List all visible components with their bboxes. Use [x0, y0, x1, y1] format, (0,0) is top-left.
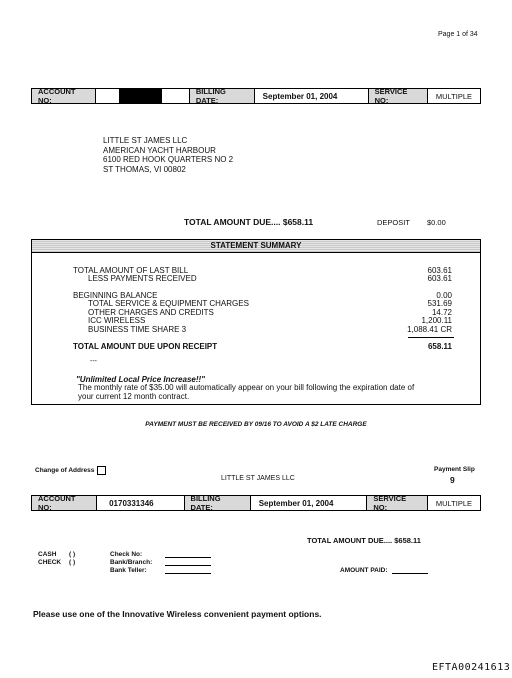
bank-branch-line[interactable]	[165, 559, 211, 566]
document-id: EFTA00241613	[432, 662, 511, 673]
payments-label: LESS PAYMENTS RECEIVED	[88, 274, 197, 283]
mailing-address	[103, 136, 233, 174]
page-number: Page 1 of 34	[438, 31, 478, 38]
bank-teller-label: Bank Teller:	[110, 567, 147, 574]
dashes: ---	[90, 358, 97, 365]
slip-total-due: TOTAL AMOUNT DUE.... $658.11	[307, 536, 421, 545]
slip-account-number: 0170331346	[109, 498, 154, 508]
service-label: SERVICE NO:	[368, 89, 428, 103]
total-upon-receipt-label: TOTAL AMOUNT DUE UPON RECEIPT	[73, 342, 218, 351]
change-of-address	[35, 466, 106, 475]
sum-rule	[408, 337, 454, 338]
billing-date-label: BILLING DATE:	[189, 89, 255, 103]
change-of-address-label: Change of Address	[35, 467, 95, 474]
summary-title: STATEMENT SUMMARY	[32, 240, 480, 253]
payments-value: 603.61	[427, 274, 452, 283]
other-charges-label: OTHER CHARGES AND CREDITS	[88, 308, 214, 317]
amount-paid-label: AMOUNT PAID:	[340, 567, 388, 574]
slip-account-bar	[31, 495, 481, 511]
service-charges-label: TOTAL SERVICE & EQUIPMENT CHARGES	[88, 299, 249, 308]
bank-branch-label: Bank/Branch:	[110, 559, 153, 566]
check-no-label: Check No:	[110, 551, 143, 558]
last-bill-label: TOTAL AMOUNT OF LAST BILL	[73, 266, 189, 275]
address-line: AMERICAN YACHT HARBOUR	[103, 145, 216, 155]
promo-title: "Unlimited Local Price Increase!!"	[76, 375, 205, 384]
deposit-value: $0.00	[427, 218, 446, 227]
statement-summary	[31, 239, 481, 405]
cash-label: CASH	[38, 551, 57, 558]
check-checkbox[interactable]: ( )	[69, 559, 76, 566]
check-label: CHECK	[38, 559, 62, 566]
change-of-address-checkbox[interactable]	[97, 466, 106, 475]
payment-type	[38, 551, 61, 567]
payment-slip-number: 9	[450, 475, 455, 485]
bank-teller-line[interactable]	[165, 567, 211, 574]
payment-type-checkboxes	[69, 551, 75, 567]
service-charges-value: 531.69	[427, 299, 452, 308]
total-upon-receipt-value: 658.11	[427, 342, 452, 351]
beginning-balance-label: BEGINNING BALANCE	[73, 291, 158, 300]
redacted-account-number	[119, 88, 163, 104]
payment-slip-label: Payment Slip	[434, 466, 475, 473]
amount-paid	[340, 567, 428, 574]
amount-paid-line[interactable]	[392, 567, 428, 574]
account-bar	[31, 88, 481, 104]
business-time-share-label: BUSINESS TIME SHARE 3	[88, 325, 187, 334]
cash-checkbox[interactable]: ( )	[69, 551, 76, 558]
icc-wireless-value: 1,200.11	[421, 316, 452, 325]
account-label: ACCOUNT NO:	[32, 89, 96, 103]
slip-billing-date: September 01, 2004	[258, 498, 334, 508]
deposit-label: DEPOSIT	[377, 218, 410, 227]
service-value: MULTIPLE	[435, 91, 472, 101]
slip-service-value: MULTIPLE	[435, 498, 472, 508]
beginning-balance-value: 0.00	[436, 291, 452, 300]
check-info-labels	[110, 551, 152, 575]
promo-line-2: your current 12 month contract.	[78, 392, 190, 401]
check-no-line[interactable]	[165, 551, 211, 558]
other-charges-value: 14.72	[431, 308, 452, 317]
address-line: 6100 RED HOOK QUARTERS NO 2	[103, 155, 234, 164]
last-bill-value: 603.61	[427, 266, 452, 275]
payment-options-text: Please use one of the Innovative Wireless convenient payment options.	[33, 609, 322, 619]
address-line: ST THOMAS, VI 00802	[103, 164, 186, 174]
slip-customer-name: LITTLE ST JAMES LLC	[221, 475, 295, 482]
check-info-lines	[165, 551, 211, 575]
slip-billing-label: BILLING DATE:	[184, 496, 251, 510]
slip-account-label: ACCOUNT NO:	[32, 496, 97, 510]
billing-date: September 01, 2004	[262, 91, 338, 101]
slip-service-label: SERVICE NO:	[366, 496, 428, 510]
address-line: LITTLE ST JAMES LLC	[103, 136, 188, 145]
total-amount-due: TOTAL AMOUNT DUE.... $658.11	[184, 217, 314, 227]
icc-wireless-label: ICC WIRELESS	[88, 316, 146, 325]
late-charge-notice: PAYMENT MUST BE RECEIVED BY 09/16 TO AVOID A $2 LATE CHARGE	[145, 421, 367, 428]
business-time-share-value: 1,088.41 CR	[407, 325, 452, 334]
promo-line-1: The monthly rate of $35.00 will automatically appear on your bill following the expiration date of	[78, 383, 415, 392]
